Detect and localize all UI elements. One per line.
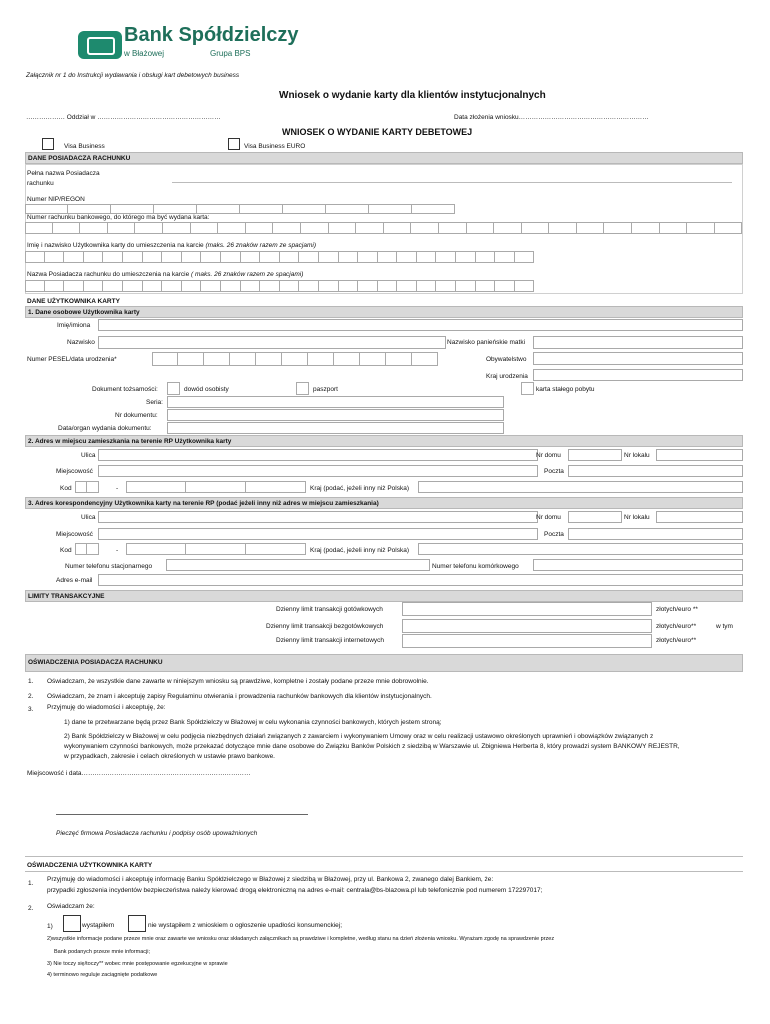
full-name-field[interactable]	[172, 182, 732, 183]
divider	[25, 856, 743, 857]
account-label: Numer rachunku bankowego, do którego ma być wydana karta:	[27, 214, 210, 221]
doc-number-label: Nr dokumentu:	[115, 412, 158, 419]
corr-flat-number-field[interactable]	[656, 511, 743, 523]
id-card-checkbox[interactable]	[167, 382, 180, 395]
place-date-line[interactable]: Miejscowość i data……………………………………………………………………	[27, 770, 251, 777]
email-field[interactable]	[98, 574, 743, 586]
corr-house-number-label: Nr domu	[536, 514, 561, 521]
noncash-limit-unit: złotych/euro**	[656, 623, 697, 630]
corr-postal-code-label: Kod	[60, 547, 72, 554]
holder-declarations-header: OŚWIADCZENIA POSIADACZA RACHUNKU	[25, 654, 743, 672]
country-field[interactable]	[418, 481, 743, 493]
landline-field[interactable]	[166, 559, 430, 571]
birth-country-field[interactable]	[533, 369, 743, 381]
internet-limit-field[interactable]	[402, 634, 652, 648]
citizenship-field[interactable]	[533, 352, 743, 365]
user-personal-header: 1. Dane osobowe Użytkownika karty	[25, 306, 743, 318]
user-decl-2-option1-number: 1)	[47, 923, 53, 930]
passport-checkbox[interactable]	[296, 382, 309, 395]
holder-decl-3: Przyjmuję do wiadomości i akceptuję, że:	[47, 704, 166, 711]
flat-number-label: Nr lokalu	[624, 452, 650, 459]
postal-code-dash: -	[116, 485, 119, 492]
house-number-label: Nr domu	[536, 452, 561, 459]
user-decl-2-option2-cont: Bank podanych przeze mnie informacji;	[54, 949, 150, 955]
id-card-label: dowód osobisty	[184, 386, 229, 393]
maiden-name-label: Nazwisko panieńskie matki	[447, 339, 526, 346]
holder-signature-caption: Pieczęć firmowa Posiadacza rachunku i podpisy osób upoważnionych	[56, 830, 258, 837]
date-line[interactable]: Data złożenia wniosku……………………………………………………	[454, 114, 649, 121]
holder-decl-2-number: 2.	[28, 693, 34, 700]
corr-city-label: Miejscowość	[56, 531, 93, 538]
user-decl-2-option3: 3) Nie toczy się/toczy** wobec mnie postępowanie egzekucyjne w sprawie	[47, 961, 228, 967]
corr-flat-number-label: Nr lokalu	[624, 514, 650, 521]
main-title: Wniosek o wydanie karty dla klientów instytucjonalnych	[279, 90, 546, 101]
holder-on-card-text: Nazwa Posiadacza rachunku do umieszczenia na karcie	[27, 271, 190, 278]
residence-card-checkbox[interactable]	[521, 382, 534, 395]
country-label: Kraj (podać, jeżeli inny niż Polska)	[310, 485, 409, 492]
cash-limit-field[interactable]	[402, 602, 652, 616]
doc-issue-field[interactable]	[167, 422, 504, 434]
account-cells[interactable]	[25, 222, 743, 234]
visa-business-euro-checkbox[interactable]	[228, 138, 240, 150]
holder-decl-1-number: 1.	[28, 678, 34, 685]
user-decl-2-option2: 2)wszystkie informacje podane przeze mnie oraz zawarte we wniosku oraz składanych załącznikach są prawdziwe i kompletne, według stanu na dzień złożenia wniosku. Wyrażam zgodę na sprawdzenie przez	[47, 936, 555, 942]
visa-business-euro-label: Visa Business EURO	[244, 143, 306, 150]
annex-note: Załącznik nr 1 do Instrukcji wydawania i obsługi kart debetowych business	[26, 72, 240, 79]
postal-code-label: Kod	[60, 485, 72, 492]
surname-field[interactable]	[98, 336, 446, 349]
bankruptcy-filed-checkbox[interactable]	[63, 915, 81, 932]
holder-decl-3b-line2: wykonywaniem czynności bankowych, może przekazać dotyczące mnie dane osobowe do Związku Banków Polskich z siedzibą w Warszawie ul. Zbigniewa Herberta 8, który prowadzi system BANKOWY REJESTR,	[64, 743, 680, 750]
name-on-card-label	[27, 242, 316, 249]
corr-postal-code-dash: -	[116, 547, 119, 554]
bankruptcy-not-filed-label: nie wystąpiłem z wnioskiem o ogłoszenie upadłości konsumenckiej;	[148, 922, 343, 929]
corr-street-label: Ulica	[81, 514, 96, 521]
holder-decl-3a: 1) dane te przetwarzane będą przez Bank Spółdzielczy w Błażowej w celu wykonania czynności bankowych, których jestem stroną;	[64, 719, 442, 726]
doc-number-field[interactable]	[167, 409, 504, 421]
branch-line[interactable]: ……………… Oddział w …………………………………………………	[26, 114, 221, 121]
divider	[25, 871, 743, 872]
holder-decl-3-number: 3.	[28, 706, 34, 713]
visa-business-label: Visa Business	[64, 143, 105, 150]
bank-location: w Błażowej	[124, 49, 165, 58]
pesel-label: Numer PESEL/data urodzenia*	[27, 356, 117, 363]
form-title: WNIOSEK O WYDANIE KARTY DEBETOWEJ	[282, 127, 473, 137]
noncash-limit-field[interactable]	[402, 619, 652, 633]
holder-decl-2: Oświadczam, że znam i akceptuję zapisy Regulaminu otwierania i prowadzenia rachunków bankowych dla klientów instytucjonalnych.	[47, 693, 432, 700]
user-decl-2-number: 2.	[28, 905, 34, 912]
holder-decl-1: Oświadczam, że wszystkie dane zawarte w niniejszym wniosku są prawdziwe, kompletne i zostały podane przeze mnie dobrowolnie.	[47, 678, 429, 685]
citizenship-label: Obywatelstwo	[486, 356, 527, 363]
user-decl-1-number: 1.	[28, 880, 34, 887]
postal-code-part2[interactable]	[126, 481, 306, 493]
corr-street-field[interactable]	[98, 511, 538, 523]
nip-cells[interactable]	[25, 204, 455, 214]
corr-post-office-label: Poczta	[544, 531, 564, 538]
series-label: Seria:	[146, 399, 163, 406]
user-decl-2: Oświadczam że:	[47, 903, 95, 910]
name-on-card-cells[interactable]	[25, 251, 535, 263]
post-office-field[interactable]	[568, 465, 743, 477]
email-label: Adres e-mail	[56, 577, 93, 584]
corr-country-label: Kraj (podać, jeżeli inny niż Polska)	[310, 547, 409, 554]
pesel-cells[interactable]	[152, 352, 438, 366]
correspondence-address-header: 3. Adres korespondencyjny Użytkownika karty na terenie RP (podać jeżeli inny niż adres w miejscu zamieszkania)	[25, 497, 743, 509]
mobile-field[interactable]	[533, 559, 743, 571]
bankruptcy-filed-label: wystąpiłem	[82, 922, 115, 929]
noncash-limit-label: Dzienny limit transakcji bezgotówkowych	[266, 623, 384, 630]
corr-house-number-field[interactable]	[568, 511, 622, 523]
street-field[interactable]	[98, 449, 538, 461]
name-on-card-note: (maks. 26 znaków razem ze spacjami)	[205, 242, 317, 249]
flat-number-field[interactable]	[656, 449, 743, 461]
bankruptcy-not-filed-checkbox[interactable]	[128, 915, 146, 932]
bank-logo-icon	[78, 31, 122, 59]
cash-limit-label: Dzienny limit transakcji gotówkowych	[276, 606, 383, 613]
full-name-label: Pełna nazwa Posiadacza	[27, 170, 100, 177]
user-declarations-header: OŚWIADCZENIA UŻYTKOWNIKA KARTY	[27, 862, 153, 869]
series-field[interactable]	[167, 396, 504, 408]
id-document-label: Dokument tożsamości:	[92, 386, 158, 393]
holder-section-header: DANE POSIADACZA RACHUNKU	[25, 152, 743, 164]
noncash-in-which: w tym	[716, 623, 733, 630]
first-names-field[interactable]	[98, 319, 743, 331]
postal-code-part1[interactable]	[75, 481, 99, 493]
city-label: Miejscowość	[56, 468, 93, 475]
street-label: Ulica	[81, 452, 96, 459]
city-field[interactable]	[98, 465, 538, 477]
landline-label: Numer telefonu stacjonarnego	[65, 563, 153, 570]
visa-business-checkbox[interactable]	[42, 138, 54, 150]
corr-postal-code-part1[interactable]	[75, 543, 99, 555]
name-on-card-text: Imię i nazwisko Użytkownika karty do umieszczenia na karcie	[27, 242, 204, 249]
holder-on-card-cells[interactable]	[25, 280, 535, 292]
nip-label: Numer NIP/REGON	[27, 196, 85, 203]
internet-limit-label: Dzienny limit transakcji internetowych	[276, 637, 385, 644]
maiden-name-field[interactable]	[533, 336, 743, 349]
cash-limit-unit: złotych/euro **	[656, 606, 698, 613]
full-name-label-2: rachunku	[27, 180, 54, 187]
holder-decl-3b-line1: 2) Bank Spółdzielczy w Błażowej w celu podjęcia niezbędnych działań związanych z zawarciem i wykonywaniem Umowy oraz w celu realizacji ustawowo określonych uprawnień i obowiązków związanych z	[64, 733, 654, 740]
birth-country-label: Kraj urodzenia	[486, 373, 528, 380]
internet-limit-unit: złotych/euro**	[656, 637, 697, 644]
passport-label: paszport	[313, 386, 338, 393]
user-section-header: DANE UŻYTKOWNIKA KARTY	[27, 298, 120, 305]
house-number-field[interactable]	[568, 449, 622, 461]
corr-city-field[interactable]	[98, 528, 538, 540]
corr-post-office-field[interactable]	[568, 528, 743, 540]
holder-decl-3b-line3: w przypadkach, zakresie i celach określonych w ustawie prawo bankowe.	[64, 753, 275, 760]
post-office-label: Poczta	[544, 468, 564, 475]
residence-address-header: 2. Adres w miejscu zamieszkania na terenie RP Użytkownika karty	[25, 435, 743, 447]
bank-group: Grupa BPS	[210, 49, 251, 58]
residence-card-label: karta stałego pobytu	[536, 386, 595, 393]
limits-header: LIMITY TRANSAKCYJNE	[25, 590, 743, 602]
doc-issue-label: Data/organ wydania dokumentu:	[58, 425, 152, 432]
corr-postal-code-part2[interactable]	[126, 543, 306, 555]
user-decl-1-line2: przypadki zgłoszenia incydentów bezpieczeństwa należy kierować drogą elektroniczną na adres e-mail: centrala@bs-blazowa.pl lub telefonicznie pod numerem 172297017;	[47, 887, 543, 894]
user-decl-1-line1: Przyjmuję do wiadomości i akceptuję informację Banku Spółdzielczego w Błażowej z siedzibą w Błażowej, przy ul. Bankowa 2, zwanego dalej Bankiem, że:	[47, 876, 494, 883]
user-decl-2-option4: 4) terminowo reguluje zaciągnięte podatkowe	[47, 972, 158, 978]
holder-on-card-note: ( maks. 26 znaków razem ze spacjami)	[191, 271, 304, 278]
bank-name: Bank Spółdzielczy	[124, 24, 299, 46]
first-names-label: Imię/imiona	[57, 322, 91, 329]
holder-on-card-label	[27, 271, 303, 278]
surname-label: Nazwisko	[67, 339, 95, 346]
holder-signature-line[interactable]	[56, 814, 308, 815]
mobile-label: Numer telefonu komórkowego	[432, 563, 519, 570]
corr-country-field[interactable]	[418, 543, 743, 555]
